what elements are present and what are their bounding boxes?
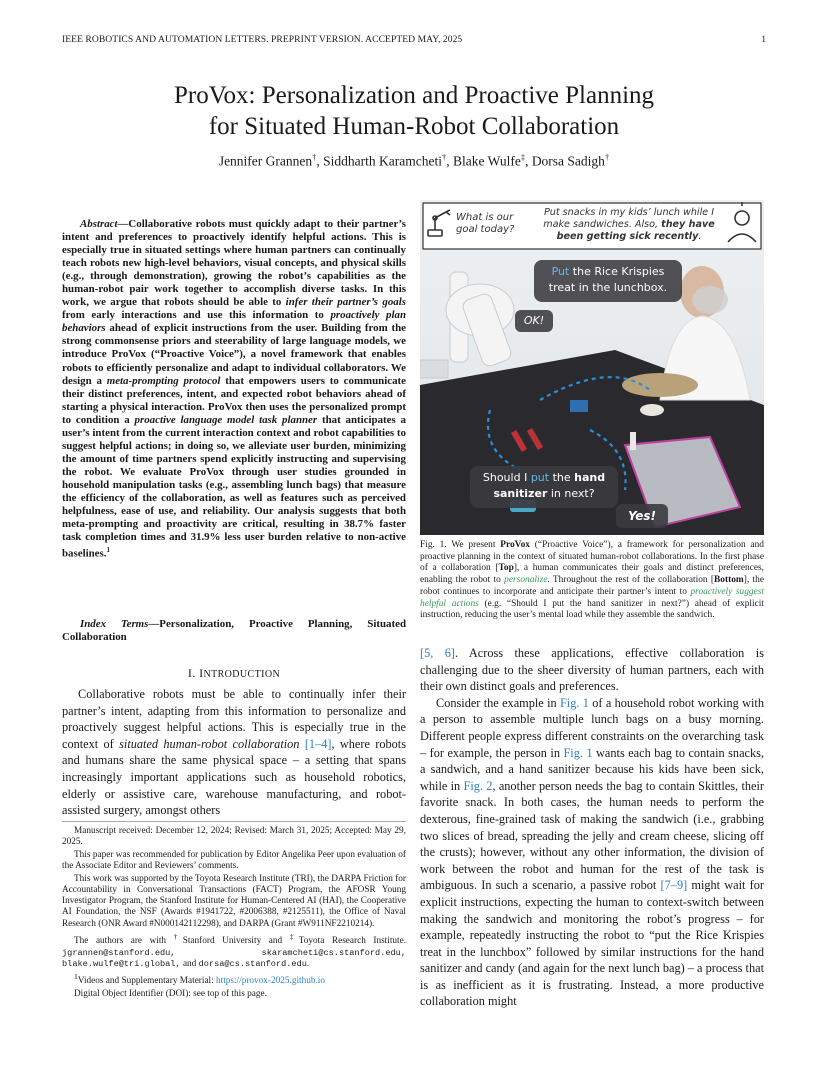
affiliation-mark: † (604, 152, 610, 162)
intro-text (62, 686, 406, 819)
ok-text: OK! (523, 314, 545, 327)
supplementary-link[interactable]: https://provox-2025.github.io (216, 976, 325, 987)
human-instruction: Put snacks in my kids’ lunch while I make sandwiches. Also, they have been getting sick recently. (543, 207, 715, 242)
paper-title (0, 80, 828, 142)
paragraph: [5, 6]. Across these applications, effective collaboration is challenging due to the sheer diversity of human partners, each with their own distinct goals and preferences. (420, 646, 764, 694)
footnote: The authors are with †Stanford University and ‡Toyota Research Institute. jgrannen@stanford.edu, skaramcheti@cs.stanford.edu, blake.wulfe@tri.global, and dorsa@cs.stanford.edu. (62, 932, 407, 969)
author-name: Blake Wulfe (453, 153, 521, 169)
right-column-text (420, 645, 764, 1010)
affiliation-mark: † (312, 152, 317, 162)
figure-1 (420, 200, 764, 535)
author-name: Siddharth Karamcheti (323, 153, 442, 169)
citation-link[interactable]: [5, 6] (420, 646, 456, 660)
title-line-1: ProVox: Personalization and Proactive Planning (173, 82, 655, 109)
paragraph: Collaborative robots must be able to continually infer their partner’s intent, adapting from this information to personalize and proactively suggest helpful actions. This is especially true in the context of situated human-robot collaboration [1–4], where robots and humans share the same physical space – a setting that spans increasingly important applications such as household robotics, elderly or assistive care, warehouse manufacturing, and robot-assisted surgery, amongst others (62, 687, 406, 818)
running-header: IEEE ROBOTICS AND AUTOMATION LETTERS. PREPRINT VERSION. ACCEPTED MAY, 2025 (62, 34, 463, 45)
affiliation-mark: † (442, 152, 447, 162)
cutting-board (622, 373, 698, 397)
yes-text: Yes! (628, 509, 656, 523)
footnote: This paper was recommended for publication by Editor Angelika Peer upon evaluation of the Associate Editor and Reviewers’ comments. (62, 849, 406, 872)
footnote: Manuscript received: December 12, 2024; Revised: March 31, 2025; Accepted: May 29, 2025. (62, 826, 406, 848)
figure-caption: Fig. 1. We present ProVox (“Proactive Voice”), a framework for personalization and proactive planning in the context of situated human-robot collaborations. In the first phase of a collaboration [Top], a human communicates their goals and distinct preferences, enabling the robot to personalize. Throughout the rest of the collaboration [Bottom], the robot continues to incorporate and anticipate their partner’s intent to proactively suggest helpful actions (e.g. “Should I put the hand sanitizer in next?”) ahead of explicit instruction, reducing the user’s mental load while they assemble the sandwich. (420, 540, 764, 621)
affiliation-mark: ‡ (520, 152, 526, 162)
figure-link[interactable]: Fig. 1 (563, 745, 593, 760)
section-heading: I. INTRODUCTION (187, 666, 281, 680)
page-number: 1 (761, 34, 766, 45)
footnote: $^1$Videos and Supplementary Material: https://provox-2025.github.io (74, 972, 325, 987)
author-name: Dorsa Sadigh (531, 153, 605, 169)
robot-question: What is our goal today? (456, 212, 515, 235)
figure-link[interactable]: Fig. 1 (559, 695, 589, 710)
citation-link[interactable]: [7–9] (660, 878, 688, 893)
footnote: Digital Object Identifier (DOI): see top of this page. (74, 988, 267, 999)
suggestion-text: Should I put the hand sanitizer in next? (482, 471, 606, 500)
footnote-mark: 1 (106, 546, 110, 555)
author-name: Jennifer Grannen (218, 153, 313, 169)
figure-link[interactable]: Fig. 2 (463, 778, 493, 793)
abstract-lead: Abstract (80, 218, 118, 230)
abstract: Abstract—Collaborative robots must quickly adapt to their partner’s intent and preferences to proactively identify helpful actions. This is especially true in situated settings where human partners can continually teach robots new high-level behaviors, visual concepts, and physical skills (e.g., through demonstration), growing the robot’s capabilities as the human-robot pair work together to accomplish diverse tasks. In this work, we argue that robots should be able to infer their partner’s goals from early interactions and use this information to proactively plan behaviors ahead of explicit instructions from the user. Building from the strong commonsense priors and steerability of large language models, we introduce ProVox (“Proactive Voice”), a novel framework that enables robots to efficiently personalize and adapt to individual collaborators. We design a meta-prompting protocol that empowers users to communicate their distinct preferences, intent, and expected robot behaviors ahead of starting a physical interaction. ProVox then uses the personalized prompt to condition a proactive language model task planner that anticipates a user’s intent from the current interaction context and robot capabilities to suggest helpful actions; in doing so, we alleviate user burden, minimizing the amount of time partners spend explicitly instructing and supervising the robot. We evaluate ProVox through user studies grounded in household manipulation tasks (e.g., assembling lunch bags) that measure the efficiency of the collaboration, as well as features such as perceived helpfulness, ease of use, and reliability. Our analysis suggests that both meta-prompting and proactivity are critical, resulting in 38.7% faster task completion times and 31.9% less user burden relative to non-active baselines.$^1$ (62, 218, 406, 560)
footnotes (62, 826, 406, 1001)
footnote: This work was supported by the Toyota Research Institute (TRI), the DARPA Friction for Accountability in Conversational Transactions (FACT) Program, the AFOSR Young Investigator Program, the Stanford Institute for Human-Centered AI (HAI), the Cooperative AI Foundation, the NSF (Awards #1941722, #2006388, #2125511), the Office of Naval Research (ONR Award #N000142112298), and DARPA (Grant #W911NF2210214). (62, 873, 406, 929)
index-terms: Index Terms—Personalization, Proactive Planning, Situated Collaboration (62, 618, 406, 644)
paragraph: Consider the example in Fig. 1 of a household robot working with a person to assemble multiple lunch bags on a busy morning. Different people express different constraints on the overarching task – for example, the person in Fig. 1 wants each bag to contain snacks, a sandwich, and a hand sanitizer because his kids have been sick, while in Fig. 2, another person needs the bag to contain Skittles, their favorite snack. In both cases, the human needs to perform the dexterous, fine-grained task of making the sandwich (i.e., grabbing two slices of bread, spreading the jelly and cream cheese, slicing off the crusts); however, without any other information, the division of work between the robot and human for the rest of the task is ambiguous. In such a scenario, a passive robot [7–9] might wait for explicit instructions, expecting the human to context-switch between making the sandwich and monitoring the robot’s progress – for example, repeatedly instructing the robot to “put the Rice Krispies treat in the lunchbox” followed by similar instructions for the hand sanitizer and candy (and again for the next lunch bag) – a process that is as inefficient as it is frustrating. Instead, a more productive collaboration might (420, 695, 765, 1009)
command-text: Put the Rice Krispies treat in the lunchbox. (548, 265, 668, 294)
footnote-rule (62, 821, 406, 822)
citation-link[interactable]: [1–4] (304, 736, 332, 751)
title-line-2: for Situated Human-Robot Collaboration (208, 113, 620, 140)
author-emails: jgrannen@stanford.edu, skaramcheti@cs.stanford.edu, blake.wulfe@tri.global, (62, 947, 406, 969)
author-list: Jennifer Grannen†, Siddharth Karamcheti†, Blake Wulfe‡, Dorsa Sadigh† (218, 152, 610, 169)
